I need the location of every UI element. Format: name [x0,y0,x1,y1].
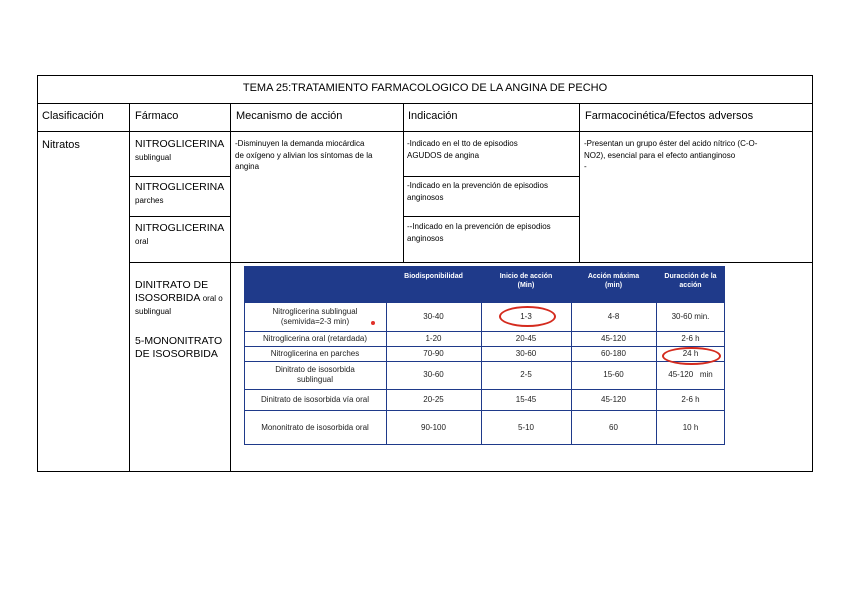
highlight-oval-inicio [499,306,556,327]
title-row-rule [37,103,813,104]
header-clasificacion: Clasificación [42,110,104,122]
pk-cell: 20-45 [515,333,537,343]
pk-drug-cell [244,389,386,410]
drug-mononitrato-isosorbida [135,335,222,361]
drug-route: oral [135,237,149,246]
pk-cell: 30-60 [423,370,444,379]
pk-cell: 30-60 [515,348,537,358]
drug-nitroglicerina-parches [135,181,224,208]
drug-route: sublingual [135,153,172,162]
pk-col-inicio [481,272,571,290]
pk-col-duracion [656,272,725,290]
header-row-rule [37,131,813,132]
pk-cell: 4-8 [607,312,620,321]
col-rule-mecanismo [230,103,231,472]
pk-cell: 15-45 [515,394,537,404]
pk-drug-line: Dinitrato de isosorbida vía oral [260,394,370,404]
indic-rule-1 [403,176,579,177]
drug-name-line1: 5-MONONITRATO [135,335,223,347]
pk-drug-line: Nitroglicerina sublingual [272,307,358,316]
pk-cell: 45-120 [601,394,626,404]
pk-cell: 5-10 [517,422,534,432]
pk-cell: 45-120 [601,333,626,343]
mecanismo-line: angina [235,162,260,171]
drug-nitroglicerina-oral [135,222,224,249]
pk-col-line: Duracción de la [664,273,717,280]
drug-rule-3 [129,262,813,263]
indicacion-1 [407,138,518,161]
col-rule-indicacion [403,103,404,262]
pk-cell: 90-100 [421,422,446,432]
pk-col-biodisponibilidad [386,272,481,281]
indic-rule-2 [403,216,579,217]
pk-cell: 2-5 [520,370,532,379]
pk-col-line: Acción máxima [587,273,640,280]
pk-drug-line: Mononitrato de isosorbida oral [261,422,369,432]
pk-cell: 60 [609,422,618,432]
indicacion-3 [407,221,551,244]
pk-cell: 20-25 [423,394,444,404]
pk-col-line: (Min) [517,282,535,289]
pk-drug-cell [244,346,386,361]
pk-cell: 45-120 min [668,370,713,379]
pk-drug-cell [244,331,386,346]
pk-row [244,303,725,332]
farmacocinetica-text [584,138,757,173]
header-indicacion: Indicación [408,110,458,122]
indicacion-line: -Indicado en el tto de episodios [407,139,518,148]
drug-name: NITROGLICERINA [135,222,225,234]
pk-cell: 60-180 [601,348,626,358]
drug-name-line1: DINITRATO DE [135,279,209,291]
drug-rule-1 [129,176,230,177]
pk-col-line: (min) [604,282,623,289]
pk-table-header [244,266,725,303]
mecanismo-line: de oxígeno y alivian los síntomas de la [235,150,373,160]
highlight-oval-duracion [662,347,721,365]
pk-cell: 24 h [682,348,699,358]
drug-dinitrato-isosorbida [135,279,223,319]
pharmacokinetics-table [244,266,725,445]
pk-col-line: acción [679,282,702,289]
pk-row [244,331,725,347]
pk-drug-cell [244,303,386,331]
pk-drug-cell [244,410,386,445]
pk-col-line: Inicio de acción [499,273,553,280]
page-title: TEMA 25:TRATAMIENTO FARMACOLOGICO DE LA ANGINA DE PECHO [242,82,608,94]
pk-row [244,346,725,362]
pk-drug-line: (semivida=2-3 min) [280,317,350,326]
indicacion-line: --Indicado en la prevención de episodios [407,222,551,231]
indicacion-line: AGUDOS de angina [407,150,480,160]
pk-cell: 2-6 h [681,394,700,404]
pk-drug-line: Nitroglicerina oral (retardada) [262,333,368,343]
drug-name-line2: DE ISOSORBIDA [135,348,218,360]
drug-name: NITROGLICERINA [135,138,225,150]
pk-cell: 30-60 min. [671,312,710,321]
farmacocinetica-line: -Presentan un grupo éster del acido nítrico (C-O- [584,139,758,148]
col-rule-farmaco [129,103,130,472]
drug-route-2: sublingual [135,307,172,316]
col-rule-farmacocinetica [579,103,580,262]
drug-nitroglicerina-sublingual [135,138,224,165]
drug-route: oral o [202,294,223,303]
pk-drug-line: Dinitrato de isosorbida [275,365,355,374]
indicacion-line: -Indicado en la prevención de episodios [407,181,548,190]
pk-row [244,361,725,390]
header-farmacocinetica: Farmacocinética/Efectos adversos [585,110,754,122]
red-dot-marker [371,321,375,325]
indicacion-line: anginosos [407,192,444,202]
pk-row [244,410,725,445]
indicacion-line: anginosos [407,233,444,243]
drug-rule-2 [129,216,230,217]
drug-name-line2: ISOSORBIDA [135,292,200,304]
pk-cell: 2-6 h [681,333,700,343]
mecanismo-text [235,138,372,173]
clasificacion-nitratos: Nitratos [42,139,80,151]
farmacocinetica-line: NO2), esencial para el efecto antianginoso [584,150,736,160]
pk-row [244,389,725,411]
pk-cell: 10 h [682,422,699,432]
drug-route: parches [135,196,164,205]
pk-drug-cell [244,361,386,389]
pk-cell: 30-40 [423,312,444,321]
pk-cell: 70-90 [423,348,444,358]
pk-cell: 15-60 [603,370,624,379]
pk-cell: 1-3 [520,312,532,321]
pk-drug-line: Nitroglicerina en parches [270,348,360,358]
pk-col-line: Biodisponibilidad [404,273,463,280]
pk-col-accion-maxima [571,272,656,290]
header-mecanismo: Mecanismo de acción [236,110,343,122]
header-farmaco: Fármaco [135,110,179,122]
pk-drug-line: sublingual [296,375,333,384]
mecanismo-line: -Disminuyen la demanda miocárdica [235,139,365,148]
drug-name: NITROGLICERINA [135,181,225,193]
farmacocinetica-line: - [584,162,587,171]
pk-cell: 1-20 [425,333,442,343]
indicacion-2 [407,180,548,203]
